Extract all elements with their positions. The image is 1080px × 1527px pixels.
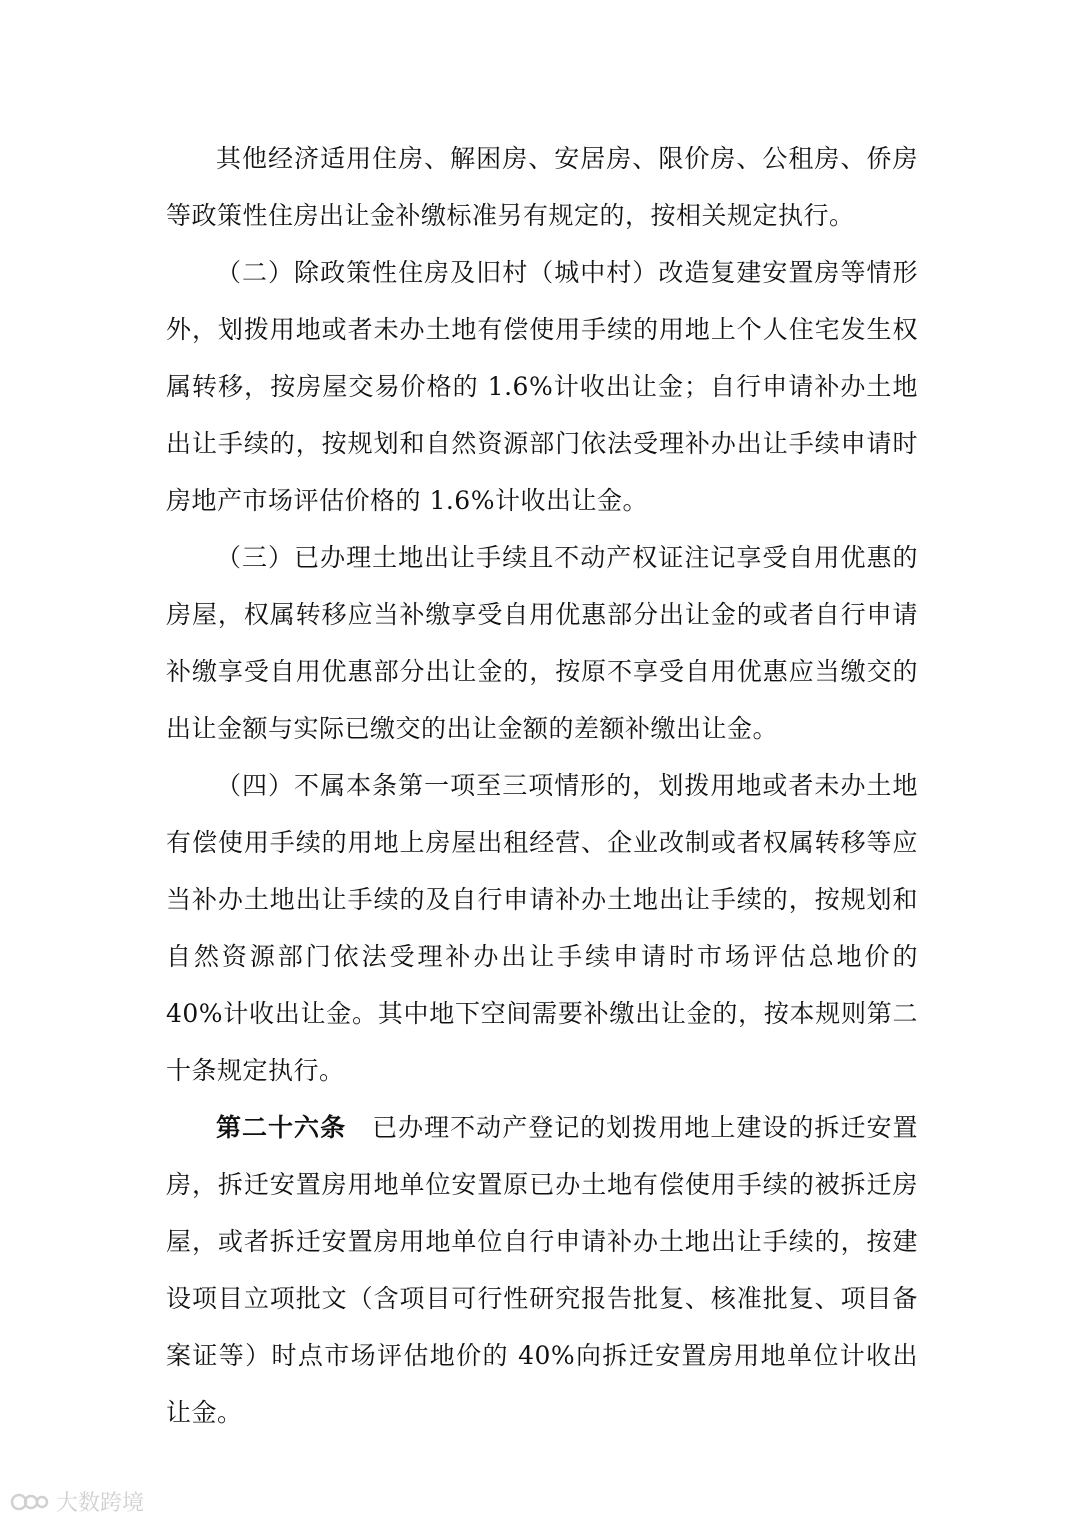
watermark-text: 大数跨境 [56, 1491, 145, 1516]
paragraph-item-2: （二）除政策性住房及旧村（城中村）改造复建安置房等情形外，划拨用地或者未办土地有偿使用手续的用地上个人住宅发生权属转移，按房屋交易价格的 1.6%计收出让金；自行申请补办土地出让手续的，按规划和自然资源部门依法受理补办出让手续申请时房地产市场评估价格的 1.6%计收出让金。 [166, 258, 918, 515]
article-body: 已办理不动产登记的划拨用地上建设的拆迁安置房，拆迁安置房用地单位安置原已办土地有偿使用手续的被拆迁房屋，或者拆迁安置房用地单位自行申请补办土地出让手续的，按建设项目立项批文（含项目可行性研究报告批复、核准批复、项目备案证等）时点市场评估地价的 40%向拆迁安置房用地单位计收出让金。 [166, 1113, 918, 1427]
paragraph-article-26 [166, 1099, 918, 1441]
paragraph-item-3: （三）已办理土地出让手续且不动产权证注记享受自用优惠的房屋，权属转移应当补缴享受自用优惠部分出让金的或者自行申请补缴享受自用优惠部分出让金的，按原不享受自用优惠应当缴交的出让金额与实际已缴交的出让金额的差额补缴出让金。 [166, 543, 918, 743]
brand-logo-icon [10, 1490, 50, 1514]
article-heading: 第二十六条 [216, 1113, 347, 1142]
paragraph-policy-housing: 其他经济适用住房、解困房、安居房、限价房、公租房、侨房等政策性住房出让金补缴标准另有规定的，按相关规定执行。 [166, 144, 918, 230]
watermark [10, 1486, 144, 1517]
paragraph-item-4: （四）不属本条第一项至三项情形的，划拨用地或者未办土地有偿使用手续的用地上房屋出租经营、企业改制或者权属转移等应当补办土地出让手续的及自行申请补办土地出让手续的，按规划和自然资源部门依法受理补办出让手续申请时市场评估总地价的 40%计收出让金。其中地下空间需要补缴出让金的，按本规则第二十条规定执行。 [166, 771, 918, 1085]
document-page [166, 130, 918, 1441]
